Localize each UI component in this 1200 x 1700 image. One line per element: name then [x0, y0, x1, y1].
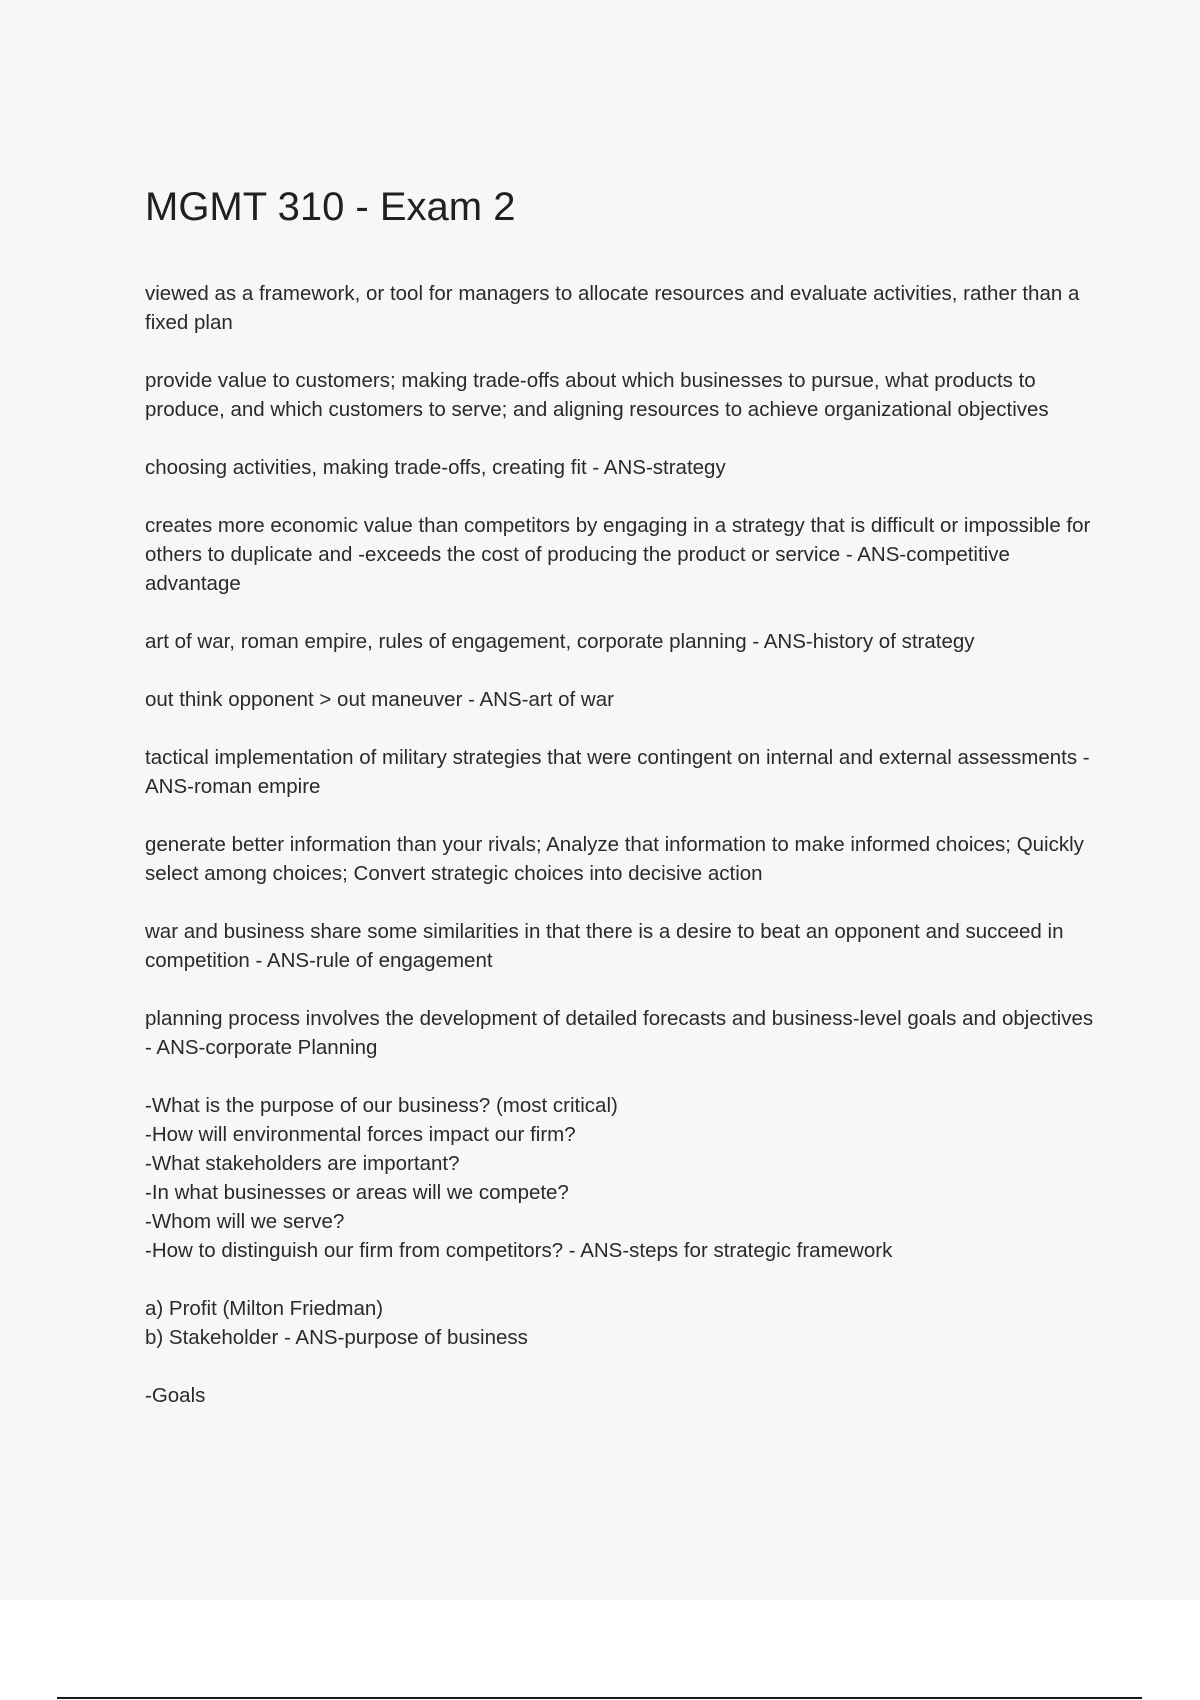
flashcard-text: choosing activities, making trade-offs, creating fit - ANS-strategy — [145, 456, 726, 479]
flashcard-text: viewed as a framework, or tool for managers to allocate resources and evaluate activities, rather than a fixed plan — [145, 282, 1080, 334]
flashcard-text: art of war, roman empire, rules of engagement, corporate planning - ANS-history of strategy — [145, 630, 975, 653]
flashcard-text: -Goals — [145, 1384, 206, 1407]
flashcard-text: a) Profit (Milton Friedman) b) Stakeholder - ANS-purpose of business — [145, 1297, 528, 1349]
document-title: MGMT 310 - Exam 2 — [145, 185, 516, 229]
flashcard-text: provide value to customers; making trade-offs about which businesses to pursue, what products to produce, and which customers to serve; and aligning resources to achieve organizational objectives — [145, 369, 1049, 421]
flashcard-text: out think opponent > out maneuver - ANS-art of war — [145, 688, 614, 711]
flashcard-text: tactical implementation of military strategies that were contingent on internal and external assessments - ANS-roman empire — [145, 746, 1090, 798]
flashcard-text: war and business share some similarities in that there is a desire to beat an opponent and succeed in competition - ANS-rule of engagement — [145, 920, 1064, 972]
flashcard-text: -What is the purpose of our business? (most critical) -How will environmental forces impact our firm? -What stakeholders are important? -In what businesses or areas will we compete? -Whom will we serve? -How to distinguish our firm from competitors? - ANS-steps for strategic framework — [145, 1094, 893, 1262]
document-content — [145, 183, 1105, 1439]
flashcard-text: planning process involves the development of detailed forecasts and business-level goals and objectives - ANS-corporate Planning — [145, 1007, 1094, 1059]
flashcard-text: generate better information than your rivals; Analyze that information to make informed choices; Quickly select among choices; Convert strategic choices into decisive action — [145, 833, 1084, 885]
page-divider — [57, 1697, 1142, 1699]
flashcard-text: creates more economic value than competitors by engaging in a strategy that is difficult or impossible for others to duplicate and -exceeds the cost of producing the product or service - ANS-competitive advantage — [145, 514, 1091, 595]
